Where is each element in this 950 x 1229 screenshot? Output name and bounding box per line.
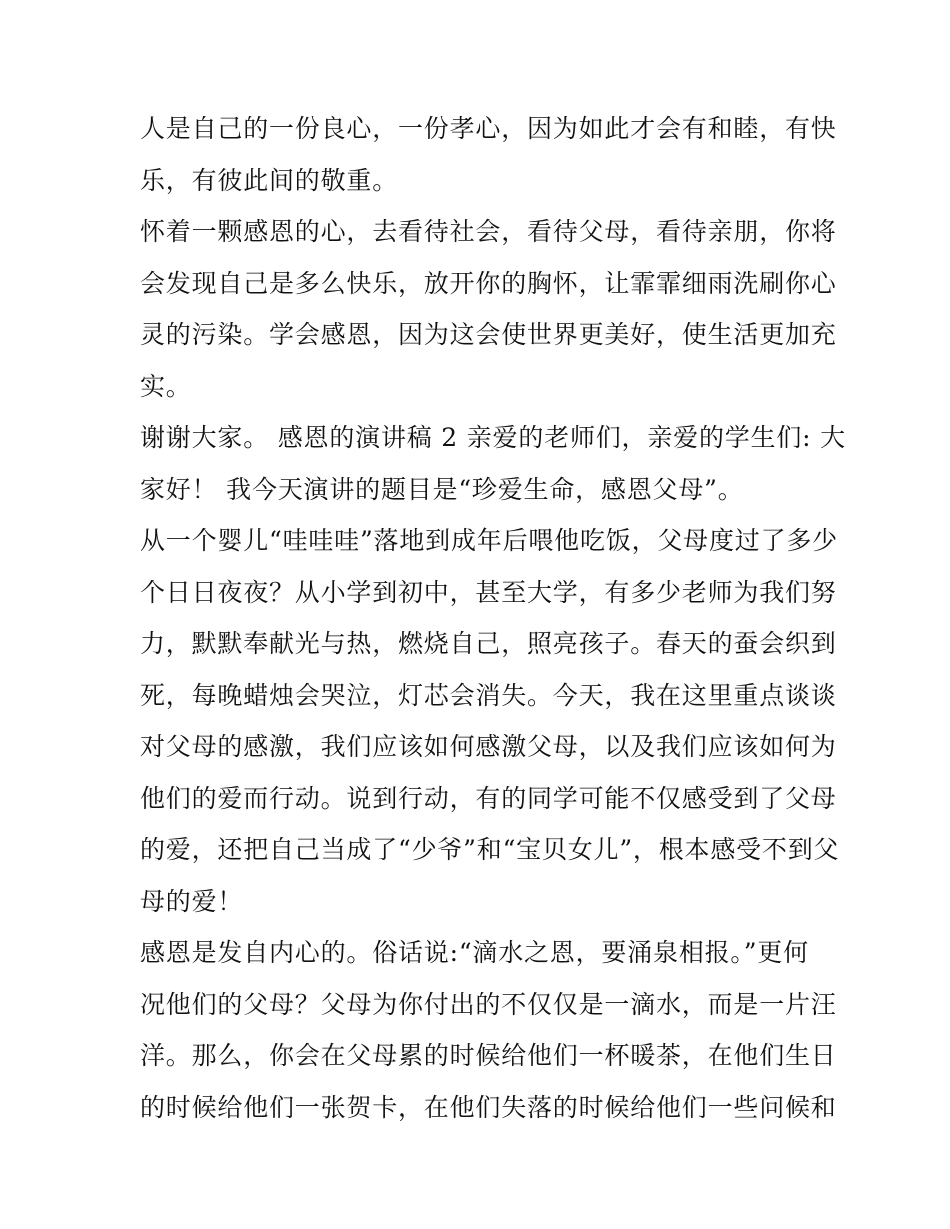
text-line: 怀着一颗感恩的心，去看待社会，看待父母，看待亲朋，你将 — [140, 217, 837, 246]
text-line: 洋。那么，你会在父母累的时候给他们一杯暖茶，在他们生日 — [140, 1041, 837, 1070]
text-line: 人是自己的一份良心，一份孝心，因为如此才会有和睦，有快 — [140, 114, 837, 143]
text-line: 会发现自己是多么快乐，放开你的胸怀，让霏霏细雨洗刷你心 — [140, 268, 837, 298]
text-line: 从一个婴儿“哇哇哇”落地到成年后喂他吃饭，父母度过了多少 — [140, 526, 838, 555]
text-line: 实。 — [140, 371, 192, 401]
text-line: 母的爱！ — [140, 886, 244, 916]
body-text — [140, 103, 846, 1133]
text-line: 灵的污染。学会感恩，因为这会使世界更美好，使生活更加充 — [140, 320, 837, 349]
text-line: 力，默默奉献光与热，燃烧自己，照亮孩子。春天的蚕会织到 — [140, 629, 837, 658]
text-line: 家好！ 我今天演讲的题目是“珍爱生命，感恩父母”。 — [140, 474, 744, 504]
text-line: 谢谢大家。 感恩的演讲稿 2 亲爱的老师们，亲爱的学生们: 大 — [140, 423, 846, 452]
text-line: 他们的爱而行动。说到行动，有的同学可能不仅感受到了父母 — [140, 783, 837, 813]
text-line: 况他们的父母？父母为你付出的不仅仅是一滴水，而是一片汪 — [140, 989, 837, 1019]
text-line: 死，每晚蜡烛会哭泣，灯芯会消失。今天，我在这里重点谈谈 — [140, 680, 837, 710]
text-line: 的时候给他们一张贺卡，在他们失落的时候给他们一些问候和 — [140, 1092, 837, 1122]
text-line: 乐，有彼此间的敬重。 — [140, 165, 399, 195]
text-line: 感恩是发自内心的。俗话说:“滴水之恩，要涌泉相报。”更何 — [140, 938, 809, 967]
text-line: 个日日夜夜？从小学到初中，甚至大学，有多少老师为我们努 — [140, 577, 837, 607]
text-line: 的爱，还把自己当成了“少爷”和“宝贝女儿”，根本感受不到父 — [140, 835, 840, 864]
text-line: 对父母的感激，我们应该如何感激父母，以及我们应该如何为 — [140, 732, 837, 761]
